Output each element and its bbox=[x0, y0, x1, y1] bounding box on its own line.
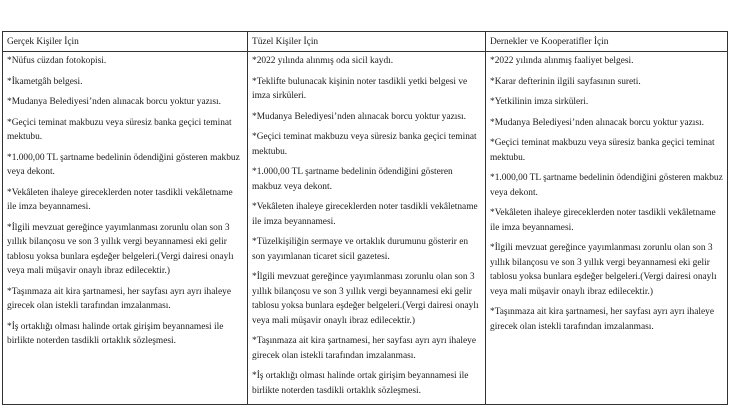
list-item: *Mudanya Belediyesi’nden alınacak borcu yoktur yazısı. bbox=[252, 111, 466, 122]
header-real-persons: Gerçek Kişiler İçin bbox=[3, 32, 248, 52]
list-item: *Mudanya Belediyesi’nden alınacak borcu yoktur yazısı. bbox=[7, 97, 221, 107]
header-legal-entities: Tüzel Kişiler İçin bbox=[248, 32, 486, 52]
list-item: *İkametgâh belgesi. bbox=[7, 76, 83, 87]
requirements-list bbox=[490, 54, 724, 334]
cell-legal-entities bbox=[248, 52, 486, 405]
header-associations-cooperatives: Dernekler ve Kooperatifler İçin bbox=[486, 32, 728, 52]
list-item: *Vekâleten ihaleye gireceklerden noter tasdikli vekâletname ile imza beyannamesi. bbox=[490, 208, 716, 233]
list-item: *Mudanya Belediyesi’nden alınacak borcu yoktur yazısı. bbox=[490, 117, 704, 128]
list-item: *Taşınmaza ait kira şartnamesi, her sayfası ayrı ayrı ihaleye girecek olan istekli tarafından imzalanması. bbox=[252, 336, 476, 361]
requirements-list bbox=[7, 54, 244, 349]
list-item: *İş ortaklığı olması halinde ortak girişim beyannamesi ile birlikte noterden tasdikli ortaklık sözleşmesi. bbox=[252, 371, 469, 396]
list-item: *Vekâleten ihaleye gireceklerden noter tasdikli vekâletname ile imza beyannamesi. bbox=[252, 202, 478, 227]
list-item: *Tüzelkişiliğin sermaye ve ortaklık durumunu gösterir en son yayımlanan ticaret sicil gazetesi. bbox=[252, 237, 469, 262]
requirements-table bbox=[2, 31, 728, 405]
list-item: *1.000,00 TL şartname bedelinin ödendiğini gösteren makbuz veya dekont. bbox=[7, 152, 240, 177]
list-item: *İlgili mevzuat gereğince yayımlanması zorunlu olan son 3 yıllık bilançosu ve son 3 yıllık vergi beyannamesi eki gelir tablosu yoksa bunlara eşdeğer belgeleri.(Vergi dairesi onaylı veya mali müşavir onaylı ibraz edilecektir.) bbox=[252, 272, 479, 326]
list-item: *Taşınmaza ait kira şartnamesi, her sayfası ayrı ayrı ihaleye girecek olan istekli tarafından imzalanması. bbox=[490, 307, 714, 332]
list-item: *İlgili mevzuat gereğince yayımlanması zorunlu olan son 3 yıllık bilançosu ve son 3 yıllık vergi beyannamesi eki gelir tablosu yoksa bunlara eşdeğer belgeleri.(Vergi dairesi onaylı veya mali müşavir onaylı ibraz edilecektir.) bbox=[7, 222, 234, 276]
content-row bbox=[3, 52, 728, 405]
requirements-list bbox=[252, 54, 482, 398]
list-item: *Geçici teminat makbuzu veya süresiz banka geçici teminat mektubu. bbox=[252, 132, 477, 157]
list-item: *1.000,00 TL şartname bedelinin ödendiğini gösteren makbuz veya dekont. bbox=[490, 173, 723, 198]
list-item: *Karar defterinin ilgili sayfasının sureti. bbox=[490, 76, 641, 87]
list-item: *İlgili mevzuat gereğince yayımlanması zorunlu olan son 3 yıllık bilançosu ve son 3 yıllık vergi beyannamesi eki gelir tablosu yoksa bunlara eşdeğer belgeleri.(Vergi dairesi onaylı veya mali müşavir onaylı ibraz edilecektir.) bbox=[490, 243, 717, 297]
list-item: *İş ortaklığı olması halinde ortak girişim beyannamesi ile birlikte noterden tasdikli ortaklık sözleşmesi. bbox=[7, 321, 224, 346]
list-item: *Taşınmaza ait kira şartnamesi, her sayfası ayrı ayrı ihaleye girecek olan istekli tarafından imzalanması. bbox=[7, 286, 231, 311]
header-row bbox=[3, 32, 728, 52]
list-item: *2022 yılında alınmış oda sicil kaydı. bbox=[252, 56, 394, 66]
list-item: *2022 yılında alınmış faaliyet belgesi. bbox=[490, 56, 634, 66]
list-item: *1.000,00 TL şartname bedelinin ödendiğini gösteren makbuz veya dekont. bbox=[252, 167, 453, 192]
cell-associations-cooperatives bbox=[486, 52, 728, 405]
cell-real-persons bbox=[3, 52, 248, 405]
list-item: *Teklifte bulunacak kişinin noter tasdikli yetki belgesi ve imza sirküleri. bbox=[252, 76, 468, 101]
list-item: *Geçici teminat makbuzu veya süresiz banka geçici teminat mektubu. bbox=[7, 117, 232, 142]
list-item: *Nüfus cüzdan fotokopisi. bbox=[7, 56, 107, 66]
list-item: *Geçici teminat makbuzu veya süresiz banka geçici teminat mektubu. bbox=[490, 138, 715, 163]
list-item: *Vekâleten ihaleye gireceklerden noter tasdikli vekâletname ile imza beyannamesi. bbox=[7, 187, 233, 212]
list-item: *Yetkilinin imza sirküleri. bbox=[490, 97, 589, 107]
